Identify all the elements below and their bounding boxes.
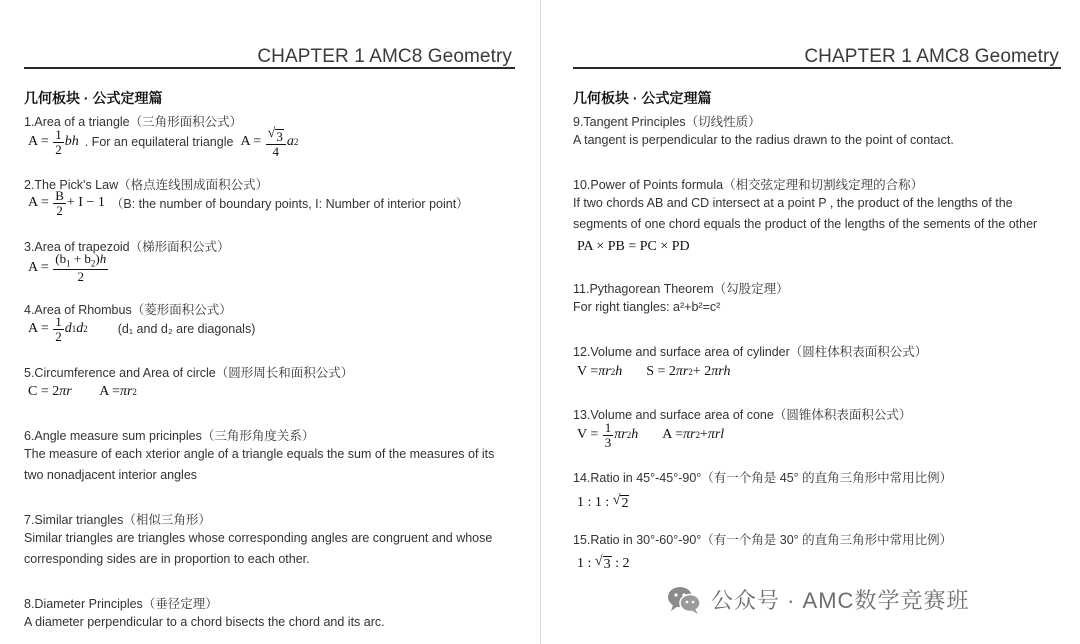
formula-ratio-45: 1 : 1 : √ 2 xyxy=(577,493,629,511)
section-title: 几何板块 · 公式定理篇 xyxy=(24,90,163,106)
formula-trapezoid-area: A = $\frac{(b_1 + b_2)h}{2}$ xyxy=(28,251,107,285)
item-heading: 9.Tangent Principles（切线性质） xyxy=(573,115,761,129)
section-title: 几何板块 · 公式定理篇 xyxy=(573,90,712,106)
body-text: The measure of each xterior angle of a triangle equals the sum of the measures of its xyxy=(24,447,495,461)
right-page xyxy=(541,0,1080,644)
formula-circle: C = 2 πr A = πr 2 xyxy=(28,384,137,399)
formula-cone: V = $\frac{1}{3}$ πr 2 h A = πr 2 + πrl xyxy=(577,420,725,450)
item-heading: 6.Angle measure sum pricinples（三角形角度关系） xyxy=(24,429,315,443)
item-heading: 11.Pythagorean Theorem（勾股定理） xyxy=(573,282,789,296)
wechat-icon xyxy=(667,585,701,615)
body-text: corresponding sides are in proportion to each other. xyxy=(24,552,310,566)
formula-rhombus-area: A = $\frac{1}{2}$ d 1 d 2 (d₁ and d₂ are diagonals) xyxy=(28,314,256,344)
item-heading: 4.Area of Rhombus（菱形面积公式） xyxy=(24,303,232,317)
formula-power-of-point: PA × PB = PC × PD xyxy=(577,239,690,254)
body-text: A tangent is perpendicular to the radius drawn to the point of contact. xyxy=(573,133,954,147)
formula-note: (d₁ and d₂ are diagonals) xyxy=(117,322,256,337)
item-heading: 14.Ratio in 45°-45°-90°（有一个角是 45° 的直角三角形中常用比例） xyxy=(573,471,953,485)
chapter-header: CHAPTER 1 AMC8 Geometry xyxy=(257,46,512,67)
body-text: Similar triangles are triangles whose corresponding angles are congruent and whose xyxy=(24,531,493,545)
item-heading: 8.Diameter Principles（垂径定理） xyxy=(24,597,218,611)
body-text: two nonadjacent interior angles xyxy=(24,468,198,482)
item-heading: 1.Area of a triangle（三角形面积公式） xyxy=(24,115,243,129)
watermark-text: 公众号 · AMC数学竞赛班 xyxy=(711,588,970,613)
item-heading: 12.Volume and surface area of cylinder（圆柱体积表面积公式） xyxy=(573,345,928,359)
item-heading: 7.Similar triangles（相似三角形） xyxy=(24,513,211,527)
chapter-rule xyxy=(573,67,1061,69)
formula-ratio-30: 1 : √ 3 : 2 xyxy=(577,554,630,572)
item-heading: 10.Power of Points formula（相交弦定理和切割线定理的合称） xyxy=(573,178,924,192)
body-text: A diameter perpendicular to a chord bisects the chord and its arc. xyxy=(24,615,385,629)
chapter-rule xyxy=(24,67,515,69)
body-text: segments of one chord equals the product of the lengths of the sements of the other xyxy=(573,217,1038,231)
formula-triangle-area: A = $\frac{1}{2}$ bh . For an equilateral triangle A = √ 3 4 a 2 xyxy=(28,126,299,159)
formula-note: （B: the number of boundary points, I: Number of interior point） xyxy=(110,197,469,212)
item-heading: 3.Area of trapezoid（梯形面积公式） xyxy=(24,240,230,254)
formula-note: . For an equilateral triangle xyxy=(84,135,234,150)
item-heading: 15.Ratio in 30°-60°-90°（有一个角是 30° 的直角三角形中常用比例） xyxy=(573,533,953,547)
watermark xyxy=(667,584,969,615)
item-heading: 13.Volume and surface area of cone（圆锥体积表面积公式） xyxy=(573,408,912,422)
body-text: For right tiangles: a²+b²=c² xyxy=(573,300,721,314)
formula-cylinder: V = πr 2 h S = 2 πr 2 + 2 πrh xyxy=(577,364,731,379)
formula-picks-law: A = $\frac{B}{2}$ + I − 1 （B: the number of boundary points, I: Number of interior point） xyxy=(28,188,469,218)
body-text: If two chords AB and CD intersect at a point P , the product of the lengths of the xyxy=(573,196,1013,210)
item-heading: 5.Circumference and Area of circle（圆形周长和面积公式） xyxy=(24,366,354,380)
chapter-header: CHAPTER 1 AMC8 Geometry xyxy=(804,46,1059,67)
item-heading: 2.The Pick's Law（格点连线围成面积公式） xyxy=(24,178,269,192)
